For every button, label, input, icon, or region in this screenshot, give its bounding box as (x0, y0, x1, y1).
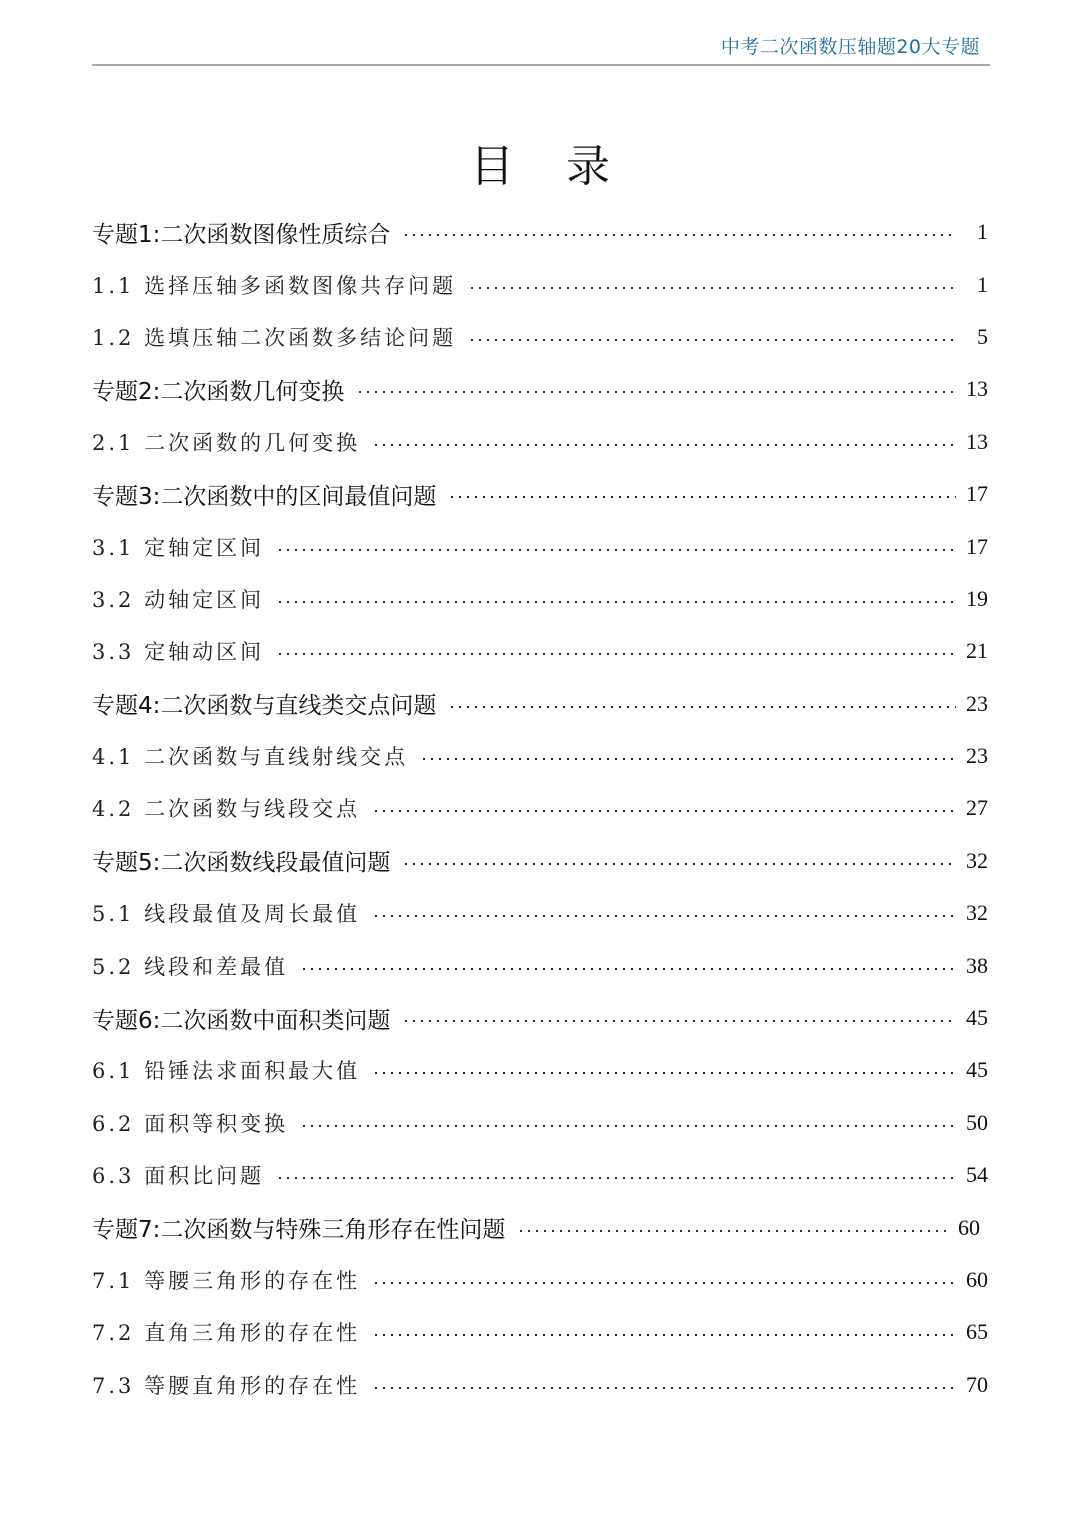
toc-label: 7.3 等腰直角形的存在性 (92, 1370, 366, 1400)
toc-chapter-1[interactable] (92, 206, 988, 258)
toc-label: 专题3:二次函数中的区间最值问题 (92, 478, 442, 511)
dot-leader (420, 758, 956, 760)
toc-label: 6.3 面积比问题 (92, 1160, 270, 1190)
toc-chapter-7[interactable] (92, 1201, 988, 1253)
dot-leader (468, 339, 956, 341)
toc-section-7-2[interactable] (92, 1306, 988, 1358)
toc-label: 专题7:二次函数与特殊三角形存在性问题 (92, 1211, 511, 1244)
toc-label: 专题5:二次函数线段最值问题 (92, 844, 396, 877)
toc-label: 专题4:二次函数与直线类交点问题 (92, 687, 442, 720)
toc-page-number: 17 (966, 481, 988, 507)
toc-page-number: 13 (966, 428, 988, 454)
toc-page-number: 19 (966, 585, 988, 611)
header-title: 中考二次函数压轴题20大专题 (720, 36, 980, 58)
toc-label: 5.2 线段和差最值 (92, 951, 294, 981)
toc-label: 5.1 线段最值及周长最值 (92, 898, 366, 928)
dot-leader (372, 1282, 956, 1284)
toc-section-5-2[interactable] (92, 939, 988, 991)
dot-leader (402, 863, 956, 865)
toc-label: 3.1 定轴定区间 (92, 532, 270, 562)
toc-section-1-1[interactable] (92, 258, 988, 310)
toc-label: 1.2 选填压轴二次函数多结论问题 (92, 322, 462, 352)
table-of-contents (92, 206, 988, 1411)
toc-label: 3.2 动轴定区间 (92, 584, 270, 614)
dot-leader (372, 810, 956, 812)
toc-page-number: 23 (966, 690, 988, 716)
toc-section-6-2[interactable] (92, 1097, 988, 1149)
dot-leader (402, 1020, 956, 1022)
toc-section-4-1[interactable] (92, 730, 988, 782)
toc-page-number: 5 (977, 323, 988, 349)
toc-page-number: 54 (966, 1162, 988, 1188)
dot-leader (276, 653, 956, 655)
toc-section-6-3[interactable] (92, 1149, 988, 1201)
toc-label: 专题1:二次函数图像性质综合 (92, 216, 396, 249)
toc-page-number: 65 (966, 1319, 988, 1345)
toc-page-number: 13 (966, 376, 988, 402)
toc-label: 3.3 定轴动区间 (92, 636, 270, 666)
toc-section-1-2[interactable] (92, 311, 988, 363)
dot-leader (468, 287, 956, 289)
dot-leader (372, 1387, 956, 1389)
dot-leader (300, 1125, 956, 1127)
toc-page-number: 45 (966, 1057, 988, 1083)
toc-section-3-1[interactable] (92, 520, 988, 572)
toc-label: 4.1 二次函数与直线射线交点 (92, 741, 414, 771)
dot-leader (372, 1334, 956, 1336)
toc-chapter-5[interactable] (92, 835, 988, 887)
dot-leader (372, 1072, 956, 1074)
toc-section-7-1[interactable] (92, 1254, 988, 1306)
dot-leader (276, 601, 956, 603)
toc-chapter-6[interactable] (92, 992, 988, 1044)
dot-leader (448, 706, 956, 708)
toc-section-4-2[interactable] (92, 782, 988, 834)
toc-section-6-1[interactable] (92, 1044, 988, 1096)
dot-leader (300, 968, 956, 970)
dot-leader (517, 1230, 948, 1232)
page-title: 目录 (470, 141, 662, 192)
toc-chapter-4[interactable] (92, 678, 988, 730)
dot-leader (276, 549, 956, 551)
running-header (92, 30, 990, 66)
dot-leader (372, 444, 956, 446)
toc-section-3-3[interactable] (92, 625, 988, 677)
dot-leader (402, 234, 956, 236)
toc-page-number: 17 (966, 533, 988, 559)
dot-leader (356, 391, 956, 393)
toc-section-5-1[interactable] (92, 887, 988, 939)
toc-section-2-1[interactable] (92, 416, 988, 468)
dot-leader (372, 915, 956, 917)
toc-section-3-2[interactable] (92, 573, 988, 625)
toc-label: 6.1 铅锤法求面积最大值 (92, 1055, 366, 1085)
toc-page-number: 70 (966, 1371, 988, 1397)
toc-label: 1.1 选择压轴多函数图像共存问题 (92, 270, 462, 300)
toc-page-number: 27 (966, 795, 988, 821)
toc-page-number: 23 (966, 743, 988, 769)
toc-section-7-3[interactable] (92, 1359, 988, 1411)
toc-label: 7.2 直角三角形的存在性 (92, 1317, 366, 1347)
toc-page-number: 21 (966, 638, 988, 664)
dot-leader (276, 1177, 956, 1179)
toc-label: 专题2:二次函数几何变换 (92, 373, 350, 406)
toc-page-number: 32 (966, 900, 988, 926)
toc-page-number: 60 (966, 1267, 988, 1292)
toc-label: 6.2 面积等积变换 (92, 1108, 294, 1138)
toc-page-number: 38 (966, 952, 988, 978)
toc-label: 7.1 等腰三角形的存在性 (92, 1265, 366, 1295)
toc-page-number: 32 (966, 847, 988, 873)
toc-page-number: 1 (977, 219, 988, 245)
toc-page-number: 45 (966, 1005, 988, 1031)
toc-chapter-3[interactable] (92, 468, 988, 520)
toc-page-number: 1 (977, 271, 988, 297)
toc-label: 2.1 二次函数的几何变换 (92, 427, 366, 457)
dot-leader (448, 496, 956, 498)
toc-page-number: 50 (966, 1109, 988, 1135)
toc-chapter-2[interactable] (92, 363, 988, 415)
toc-label: 专题6:二次函数中面积类问题 (92, 1002, 396, 1035)
toc-page-number: 60 (958, 1214, 980, 1240)
toc-label: 4.2 二次函数与线段交点 (92, 793, 366, 823)
